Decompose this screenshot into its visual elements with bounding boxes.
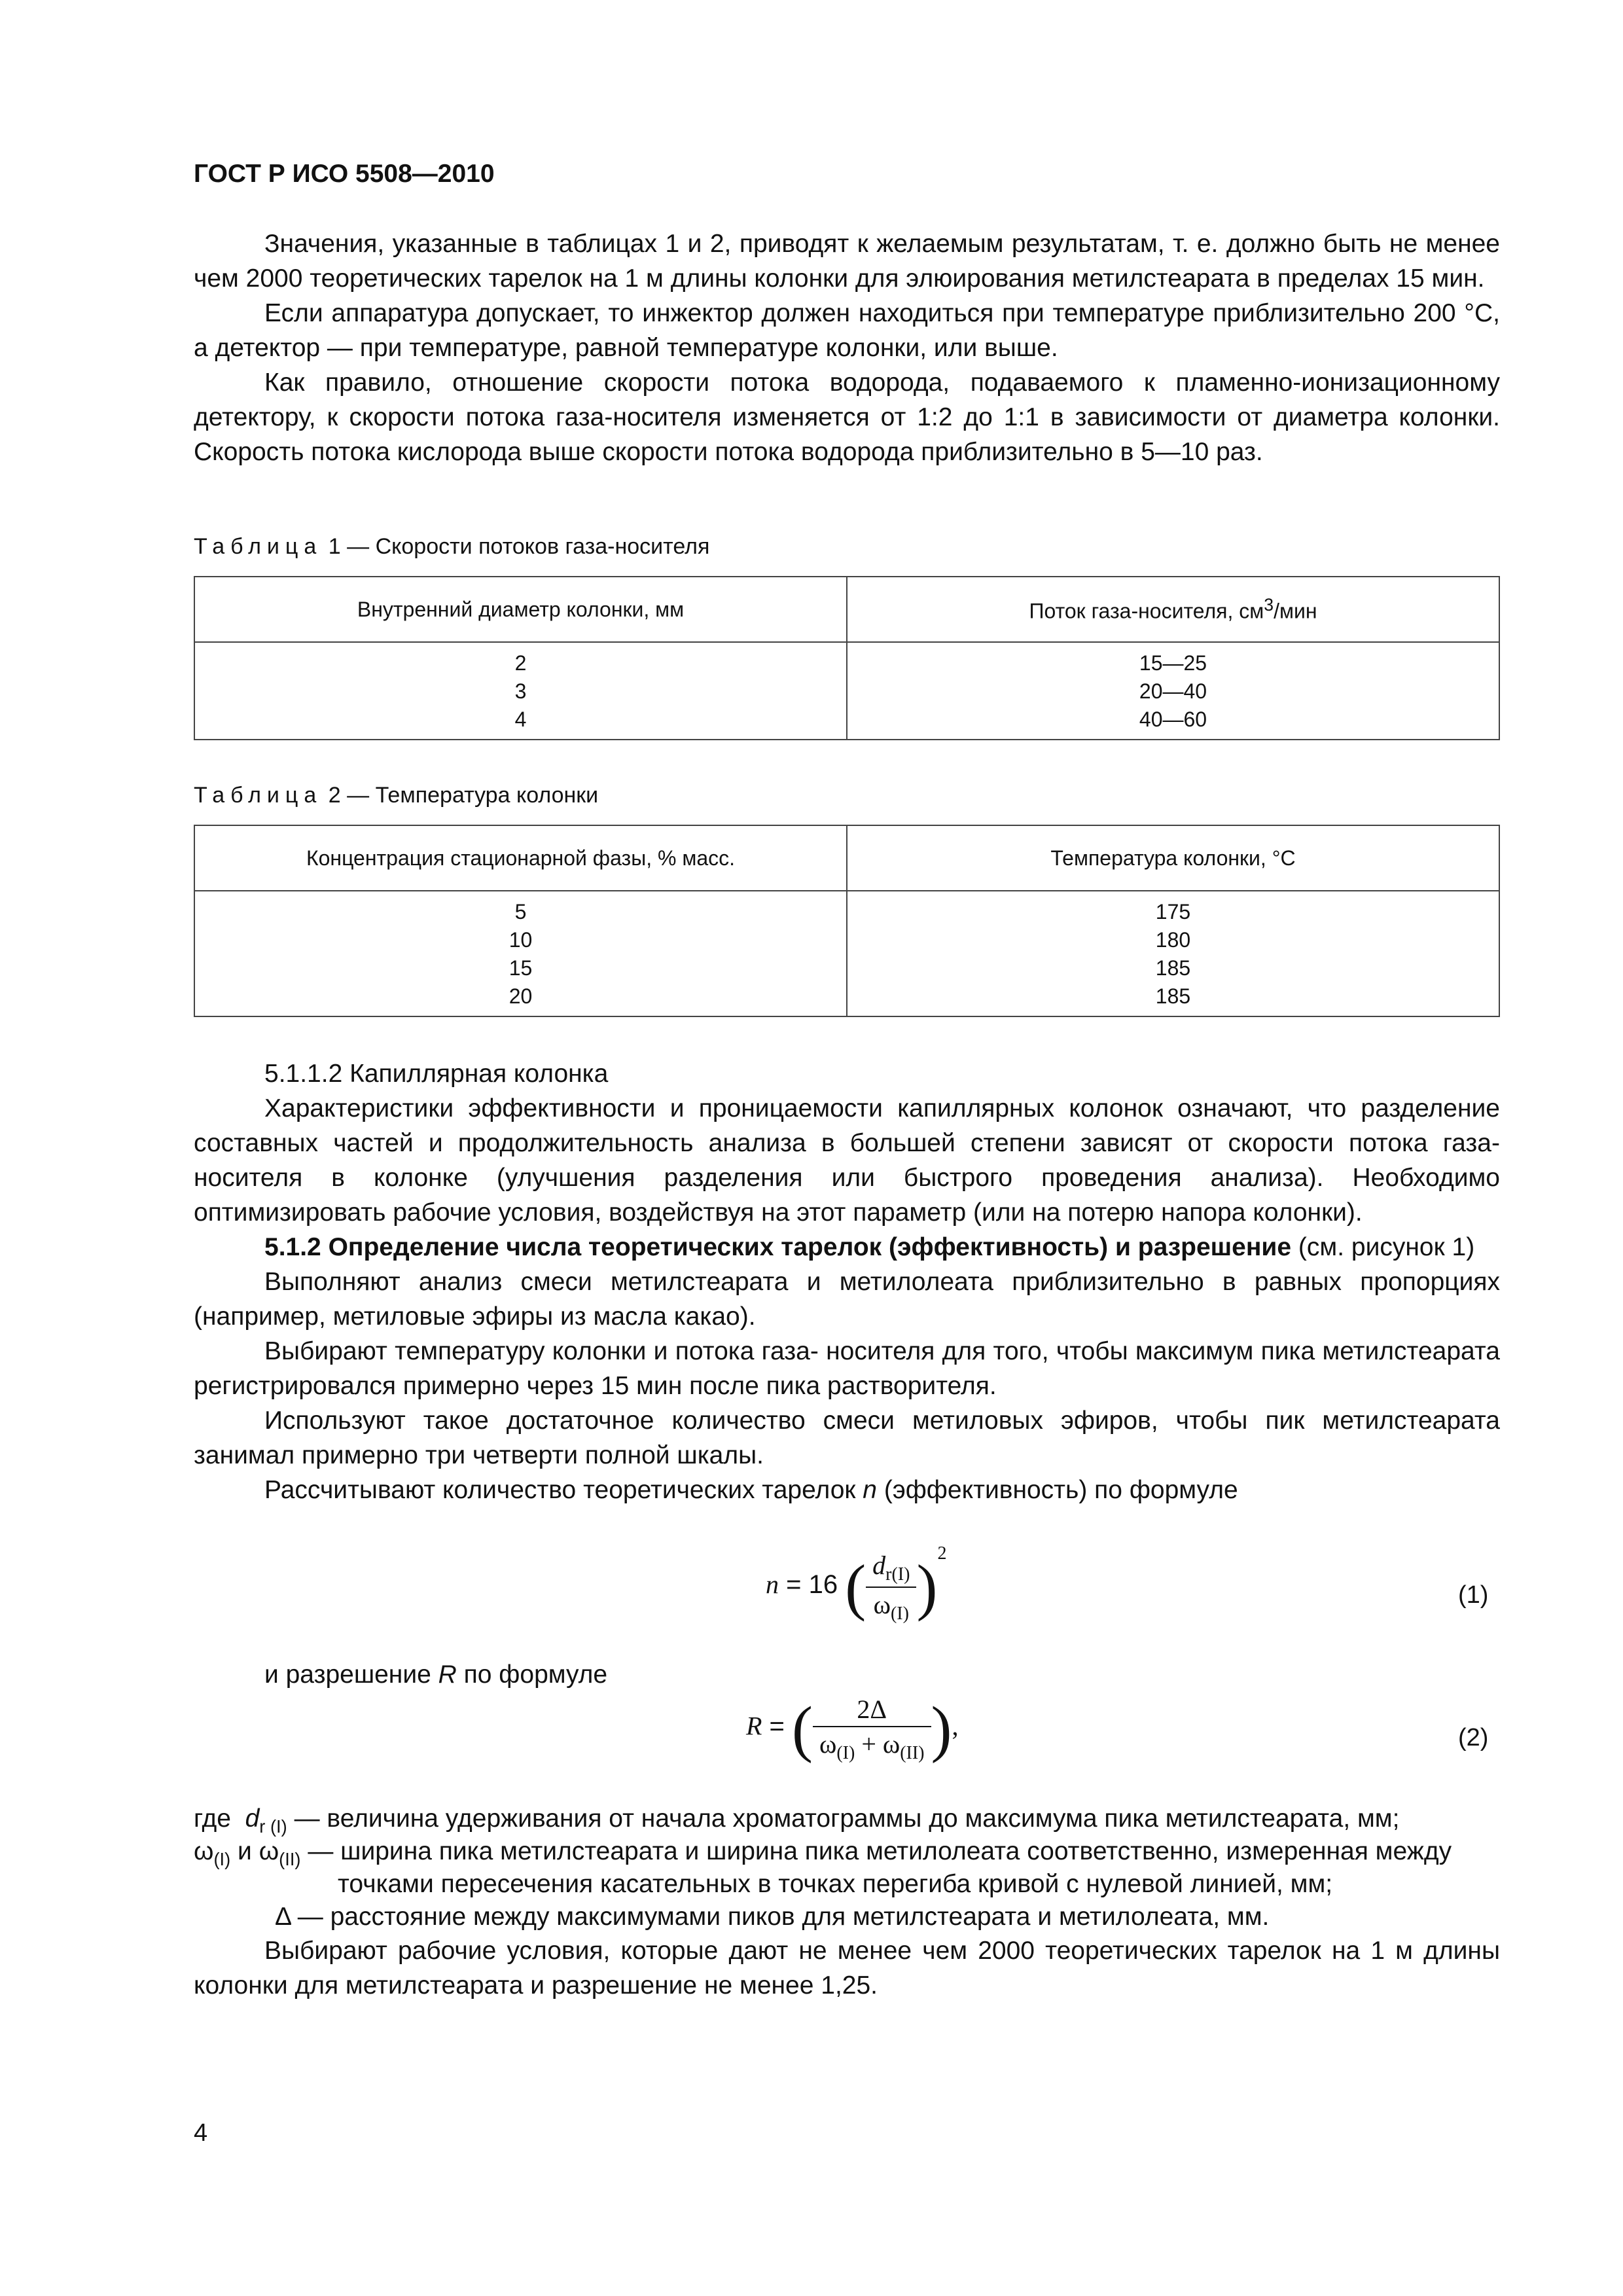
closing-paragraph: Выбирают рабочие условия, которые дают не менее чем 2000 теоретических тарелок на 1 м длины колонки для метилстеарата и разрешение не менее 1,25. <box>194 1937 1500 2000</box>
table2-header-row <box>194 825 1499 891</box>
table2-caption-word: Таблица <box>194 783 323 808</box>
section-5112-title: 5.1.1.2 Капиллярная колонка <box>264 1060 609 1088</box>
table2-header-concentration: Концентрация стационарной фазы, % масс. <box>194 825 847 891</box>
table2-caption-title: 2 — Температура колонки <box>328 783 599 808</box>
table1-header-row <box>194 577 1499 642</box>
table1-body-row <box>194 642 1499 740</box>
table-cell: 15—25 <box>1139 651 1207 675</box>
intro-paragraph-3: Как правило, отношение скорости потока водорода, подаваемого к пламенно-ионизационному детектору, к скорости потока газа-носителя изменяется от 1:2 до 1:1 в зависимости от диаметра колонки. Скорость потока кислорода выше скорости потока водорода приблизительно в 5—10 раз. <box>194 368 1500 466</box>
formula-1-fraction: $\frac{d_{r(I)}}{\omega_{(I)}}$ <box>866 1550 916 1624</box>
paragraph-calculation: Рассчитывают количество теоретических тарелок n (эффективность) по формуле <box>264 1476 1238 1504</box>
table-cell: 180 <box>1155 928 1191 952</box>
table-cell: 2 <box>514 651 527 675</box>
page-number: 4 <box>194 2119 208 2147</box>
table2 <box>194 825 1500 1017</box>
table-cell: 3 <box>514 679 527 703</box>
paragraph-quantity: Используют такое достаточное количество смеси метиловых эфиров, чтобы пик метилстеарата занимал примерно три четверти полной шкалы. <box>194 1407 1500 1469</box>
table2-concentration-cell <box>194 891 847 1016</box>
definition-dr: где $d_{r (I)}$ — величина удерживания от начала хроматограммы до максимума пика метилстеарата, мм; <box>194 1804 1400 1837</box>
definition-omega-continued: точками пересечения касательных в точках перегиба кривой с нулевой линией, мм; <box>338 1870 1333 1898</box>
paragraph-temperature: Выбирают температуру колонки и потока газа- носителя для того, чтобы максимум пика метилстеарата регистрировался примерно через 15 мин после пика растворителя. <box>194 1337 1500 1400</box>
table-cell: 15 <box>508 956 533 980</box>
table1-caption-title: 1 — Скорости потоков газа-носителя <box>328 534 710 559</box>
table-cell: 185 <box>1155 956 1191 980</box>
table2-caption <box>194 783 598 808</box>
table1-flow-cell <box>847 642 1499 740</box>
table-cell: 20—40 <box>1139 679 1207 703</box>
table-cell: 10 <box>508 928 533 952</box>
formula-2: R = ( $\frac{2\Delta}{\omega_{(I)} + \omega_{(II)}}$ ), <box>746 1693 959 1764</box>
section-512-heading <box>194 1230 1500 1265</box>
definition-delta: Δ — расстояние между максимумами пиков для метилстеарата и метилолеата, мм. <box>275 1903 1270 1931</box>
formula-1: n = 16 ( $\frac{d_{r(I)}}{\omega_{(I)}}$ )$^2$ <box>766 1543 947 1624</box>
section-512-title: 5.1.2 Определение числа теоретических тарелок (эффективность) и разрешение <box>264 1233 1292 1261</box>
table-cell: 185 <box>1155 984 1191 1008</box>
table2-temperature-cell <box>847 891 1499 1016</box>
intro-paragraph-2: Если аппаратура допускает, то инжектор должен находиться при температуре приблизительно 200 °С, а детектор — при температуре, равной температуре колонки, или выше. <box>194 299 1500 362</box>
table-cell: 4 <box>514 708 527 731</box>
definition-omega: $\omega_{(I)}$ и $\omega_{(II)}$ — ширина пика метилстеарата и ширина пика метилолеата соответственно, измеренная между <box>194 1837 1452 1869</box>
formula-1-number: (1) <box>1458 1581 1489 1609</box>
table-cell: 5 <box>514 900 527 924</box>
intro-paragraphs <box>194 226 1500 469</box>
table-cell: 175 <box>1155 900 1191 924</box>
paragraph-analysis: Выполняют анализ смеси метилстеарата и метилолеата приблизительно в равных пропорциях (например, метиловые эфиры из масла какао). <box>194 1268 1500 1331</box>
section-5112-paragraph: Характеристики эффективности и проницаемости капиллярных колонок означают, что разделение составных частей и продолжительность анализа в большей степени зависят от скорости потока газа-носителя в колонке (улучшения разделения или быстрого проведения анализа). Необходимо оптимизировать рабочие условия, воздействуя на этот параметр (или на потерю напора колонки). <box>194 1094 1500 1227</box>
formula-2-number: (2) <box>1458 1724 1489 1751</box>
table1-header-diameter: Внутренний диаметр колонки, мм <box>194 577 847 642</box>
table1-diameter-cell <box>194 642 847 740</box>
section-text <box>194 1056 1500 1507</box>
section-512-suffix: (см. рисунок 1) <box>1291 1233 1475 1261</box>
table2-header-temperature: Температура колонки, °С <box>847 825 1499 891</box>
formula-2-fraction: $\frac{2\Delta}{\omega_{(I)} + \omega_{(II)}}$ <box>813 1694 931 1764</box>
table1-caption-word: Таблица <box>194 534 323 559</box>
table1-header-flow: Поток газа-носителя, $см^3$/мин <box>847 577 1499 642</box>
table1-caption <box>194 534 709 560</box>
table1 <box>194 576 1500 740</box>
paragraph-resolution-intro: и разрешение R по формуле <box>264 1660 608 1689</box>
intro-paragraph-1: Значения, указанные в таблицах 1 и 2, приводят к желаемым результатам, т. е. должно быть не менее чем 2000 теоретических тарелок на 1 м длины колонки для элюирования метилстеарата в пределах 15 мин. <box>194 230 1500 293</box>
table2-body-row <box>194 891 1499 1016</box>
document-header: ГОСТ Р ИСО 5508—2010 <box>194 160 495 188</box>
table-cell: 20 <box>508 984 533 1008</box>
table-cell: 40—60 <box>1139 708 1207 731</box>
